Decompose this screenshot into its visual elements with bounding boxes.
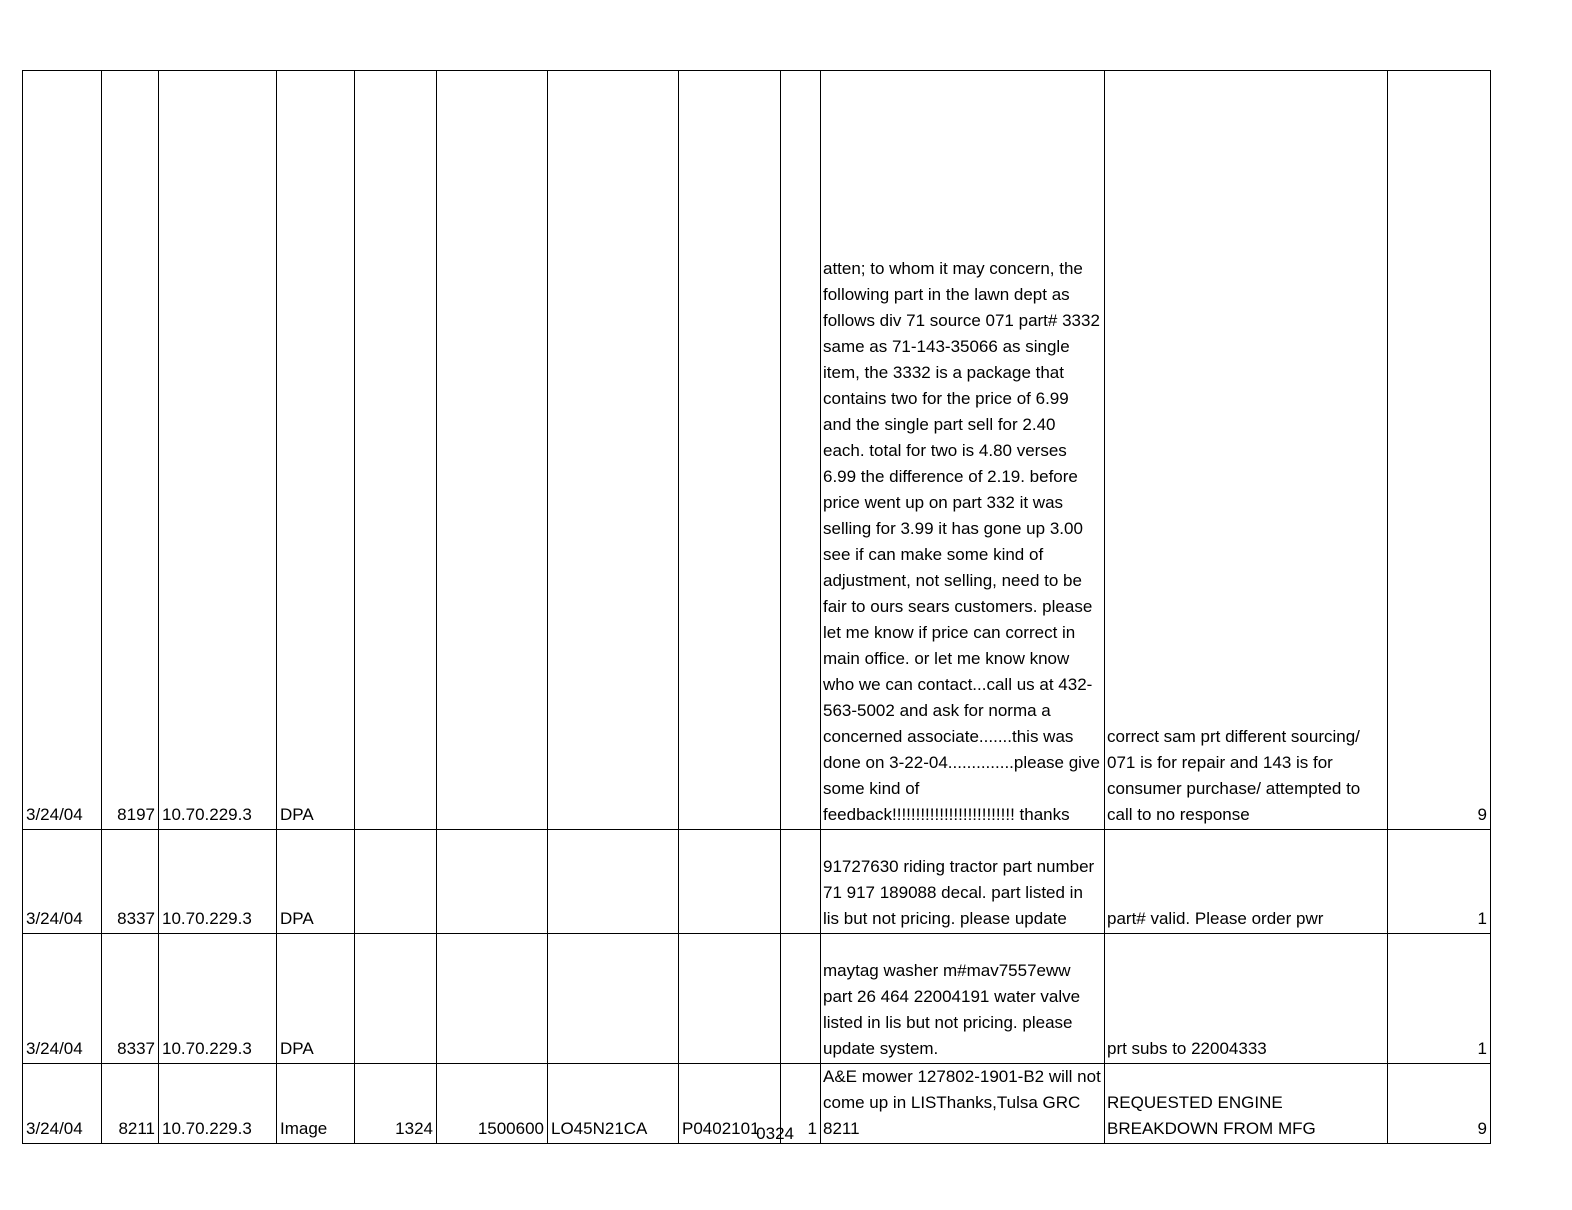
- date-cell: 3/24/04: [23, 830, 102, 934]
- response-cell: REQUESTED ENGINE BREAKDOWN FROM MFG: [1105, 1064, 1388, 1144]
- col9-cell: [781, 71, 821, 830]
- col9-cell: [781, 830, 821, 934]
- code-cell: 1: [1388, 830, 1491, 934]
- type-cell: DPA: [277, 71, 355, 830]
- col8-cell: [679, 830, 781, 934]
- date-cell: 3/24/04: [23, 934, 102, 1064]
- col7-cell: [548, 71, 679, 830]
- col5-cell: [355, 830, 437, 934]
- col7-cell: [548, 934, 679, 1064]
- type-cell: DPA: [277, 934, 355, 1064]
- type-cell: Image: [277, 1064, 355, 1144]
- col8-cell: [679, 71, 781, 830]
- id-cell: 8197: [102, 71, 159, 830]
- response-cell: part# valid. Please order pwr: [1105, 830, 1388, 934]
- comment-cell: 91727630 riding tractor part number 71 917 189088 decal. part listed in lis but not pricing. please update: [821, 830, 1105, 934]
- comment-cell: maytag washer m#mav7557eww part 26 464 22004191 water valve listed in lis but not pricing. please update system.: [821, 934, 1105, 1064]
- col6-cell: [437, 830, 548, 934]
- date-cell: 3/24/04: [23, 71, 102, 830]
- col8-value: P0402101: [682, 1119, 760, 1138]
- col9-cell: 1: [781, 1064, 821, 1144]
- table-row: [23, 830, 1491, 934]
- date-cell: 3/24/04: [23, 1064, 102, 1144]
- code-cell: 9: [1388, 71, 1491, 830]
- id-cell: 8337: [102, 934, 159, 1064]
- ip-cell: 10.70.229.3: [159, 830, 277, 934]
- ip-cell: 10.70.229.3: [159, 1064, 277, 1144]
- table-row: [23, 1064, 1491, 1144]
- table-row: [23, 934, 1491, 1064]
- table-row: [23, 71, 1491, 830]
- comment-cell: A&E mower 127802-1901-B2 will not come up in LISThanks,Tulsa GRC 8211: [821, 1064, 1105, 1144]
- code-cell: 1: [1388, 934, 1491, 1064]
- col8-cell: [679, 934, 781, 1064]
- col5-cell: [355, 71, 437, 830]
- col5-cell: [355, 934, 437, 1064]
- id-cell: 8337: [102, 830, 159, 934]
- col6-cell: [437, 934, 548, 1064]
- spreadsheet-table: [22, 70, 1491, 1144]
- code-cell: 9: [1388, 1064, 1491, 1144]
- col6-cell: [437, 71, 548, 830]
- col7-cell: LO45N21CA: [548, 1064, 679, 1144]
- id-cell: 8211: [102, 1064, 159, 1144]
- type-cell: DPA: [277, 830, 355, 934]
- ip-cell: 10.70.229.3: [159, 71, 277, 830]
- col5-cell: 1324: [355, 1064, 437, 1144]
- col7-cell: [548, 830, 679, 934]
- comment-cell: atten; to whom it may concern, the following part in the lawn dept as follows div 71 source 071 part# 3332 same as 71-143-35066 as single item, the 3332 is a package that contains two for the price of 6.99 and the single part sell for 2.40 each. total for two is 4.80 verses 6.99 the difference of 2.19. before price went up on part 332 it was selling for 3.99 it has gone up 3.00 see if can make some kind of adjustment, not selling, need to be fair to ours sears customers. please let me know if price can correct in main office. or let me know know who we can contact...call us at 432-563-5002 and ask for norma a concerned associate.......this was done on 3-22-04..............please give some kind of feedback!!!!!!!!!!!!!!!!!!!!!!!!!! thanks: [821, 71, 1105, 830]
- col9-cell: [781, 934, 821, 1064]
- col8-overlap-text: 0324: [756, 1124, 794, 1143]
- col8-cell: [679, 1064, 794, 1144]
- ip-cell: 10.70.229.3: [159, 934, 277, 1064]
- response-cell: correct sam prt different sourcing/ 071 is for repair and 143 is for consumer purchase/ attempted to call to no response: [1105, 71, 1388, 830]
- col6-cell: 1500600: [437, 1064, 548, 1144]
- response-cell: prt subs to 22004333: [1105, 934, 1388, 1064]
